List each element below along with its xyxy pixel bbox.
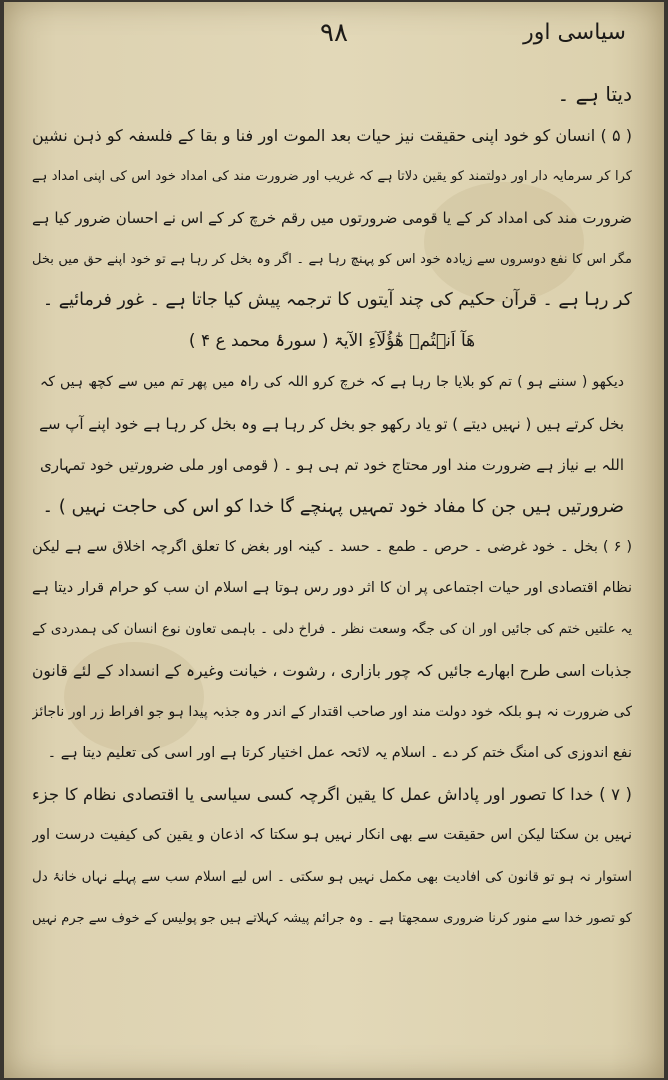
- text-line: نظام اقتصادی اور حیات اجتماعی پر ان کا اثر دور رس ہوتا ہے اسلام ان سب کو حرام قرار دیتا ہے: [32, 580, 632, 597]
- text-line: کو تصور خدا سے منور کرنا ضروری سمجھتا ہے ۔ وہ جرائم پیشہ کہلاتے ہیں جو پولیس کے خوف سے جرم نہیں: [32, 910, 632, 926]
- text-line: جذبات اسی طرح ابھارے جائیں کہ چور بازاری ، رشوت ، خیانت وغیرہ کے انسداد کے لئے قانون: [32, 661, 632, 680]
- text-line: دیتا ہے ۔: [557, 82, 632, 106]
- text-line: نہیں بن سکتا لیکن اس حقیقت سے بھی انکار نہیں ہو سکتا کہ اذعان و یقین کی کیفیت درست اور: [32, 827, 632, 844]
- text-line: ( ۶ ) بخل ۔ خود غرضی ۔ حرص ۔ طمع ۔ حسد ۔ کینہ اور بغض کا تعلق اگرچہ اخلاق سے ہے لیکن: [32, 539, 632, 556]
- text-line: ضرورت مند کی امداد کر کے یا قومی ضرورتوں میں رقم خرچ کر کے اس نے احسان ضرور کیا ہے: [32, 208, 632, 227]
- translation-line: بخل کرتے ہیں ( نہیں دیتے ) تو یاد رکھو جو بخل کر رہا ہے وہ بخل کر رہا ہے خود اپنے آپ سے: [39, 414, 624, 433]
- translation-line: دیکھو ( سننے ہو ) تم کو بلایا جا رہا ہے کہ خرچ کرو اللہ کی راہ میں پھر تم میں سے کچھ ہیں کہ: [40, 374, 624, 391]
- text-line: کی ضرورت نہ ہو بلکہ خود دولت مند اور صاحب اقتدار کے اندر وہ جذبہ پیدا ہو جو افراط زر اور ناجائز: [32, 703, 632, 720]
- text-line: یہ علتیں ختم کی جائیں اور ان کی جگہ وسعت نظر ۔ فراخ دلی ۔ باہمی تعاون نوع انسان کی ہمدردی کے: [32, 621, 632, 638]
- translation-line: ضرورتیں ہیں جن کا مفاد خود تمہیں پہنچے گا خدا کو اس کی حاجت نہیں ) ۔: [42, 495, 624, 517]
- book-page: [4, 2, 664, 1078]
- page-header: [4, 14, 664, 60]
- text-line: کر رہا ہے ۔ قرآن حکیم کی چند آیتوں کا ترجمہ پیش کیا جاتا ہے ۔ غور فرمائیے ۔: [42, 289, 632, 310]
- text-line: کرا کر سرمایہ دار اور دولتمند کو یقین دلاتا ہے کہ غریب اور ضرورت مند کی امداد خود اس کی اپنی امداد ہے: [32, 169, 632, 185]
- page-number: ۹۸: [320, 18, 348, 48]
- translation-line: اللہ بے نیاز ہے ضرورت مند اور محتاج خود تم ہی ہو ۔ ( قومی اور ملی ضرورتیں خود تمہاری: [40, 455, 624, 474]
- text-line: مگر اس کا نفع دوسروں سے زیادہ خود اس کو پہنچ رہا ہے ۔ اگر وہ بخل کر رہا ہے تو خود اپنے حق میں بخل: [32, 251, 632, 267]
- text-line: ( ۵ ) انسان کو خود اپنی حقیقت نیز حیات بعد الموت اور فنا و بقا کے فلسفہ کو ذہن نشین: [32, 126, 632, 146]
- running-title: سیاسی اور: [523, 20, 626, 45]
- body-text: [32, 74, 632, 939]
- text-line: استوار نہ ہو تو قانون کی افادیت بھی مکمل نہیں ہو سکتی ۔ اس لیے اسلام سب سے پہلے نہاں خانۂ دل: [32, 868, 632, 885]
- text-line: نفع اندوزی کی امنگ ختم کر دے ۔ اسلام یہ لائحہ عمل اختیار کرتا ہے اور اسی کی تعلیم دیتا ہے ۔: [47, 745, 632, 761]
- text-line: ( ۷ ) خدا کا تصور اور پاداش عمل کا یقین اگرچہ کسی سیاسی یا اقتصادی نظام کا جزء: [32, 785, 632, 805]
- quran-verse-reference: هَآ اَنۡتُمۡ هٰٓؤُلَآءِ الآیۃ ( سورۂ محمد ع ۴ ): [188, 331, 476, 352]
